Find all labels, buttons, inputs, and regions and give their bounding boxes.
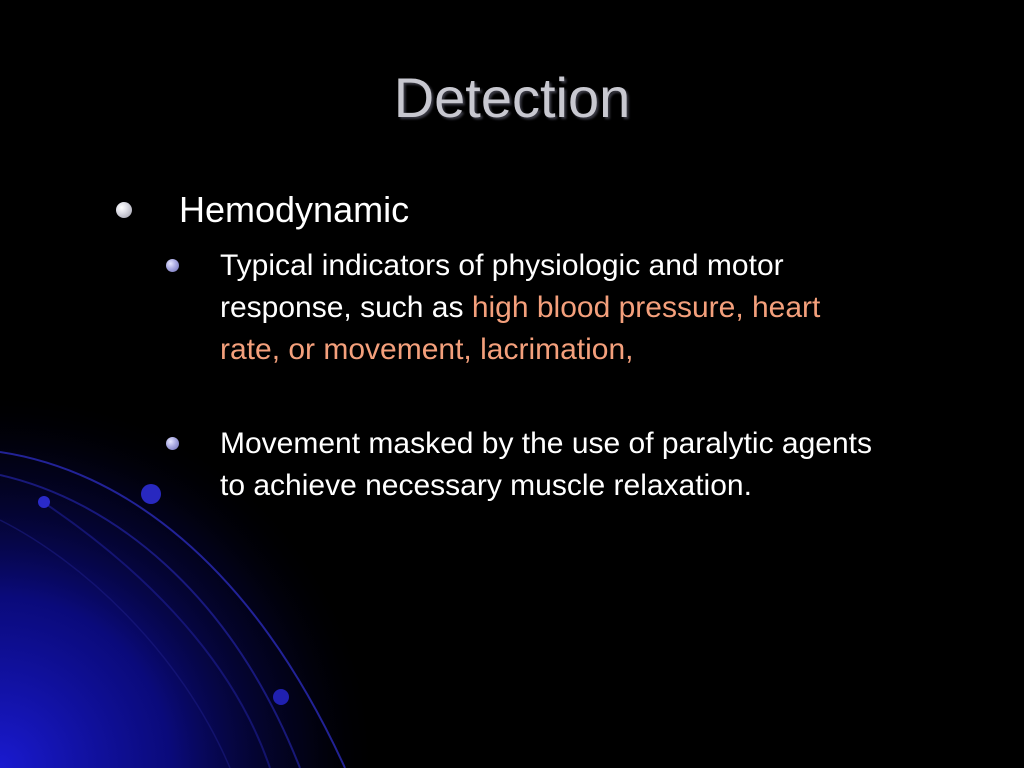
sub-bullet-dot-icon	[166, 437, 179, 450]
bullet-dot-icon	[116, 202, 132, 218]
text-line: to achieve necessary muscle relaxation.	[220, 469, 752, 502]
text-line: Typical indicators of physiologic and motor	[220, 249, 784, 282]
highlighted-text: rate, or movement, lacrimation,	[220, 333, 634, 366]
highlighted-text: high blood pressure, heart	[471, 291, 821, 324]
text-line: response, such as high blood pressure, heart	[220, 291, 821, 324]
sub-bullet-text	[220, 245, 970, 371]
text-line: Movement masked by the use of paralytic agents	[220, 427, 873, 460]
text-line	[220, 329, 970, 371]
decor-dot-3	[273, 689, 289, 705]
bullet-text: Hemodynamic	[179, 189, 410, 230]
decor-dot-2	[141, 484, 161, 504]
sub-bullet-text	[220, 423, 970, 507]
slide-title: Detection	[393, 66, 631, 129]
decor-dot-1	[38, 496, 50, 508]
sub-bullet-dot-icon	[166, 259, 179, 272]
